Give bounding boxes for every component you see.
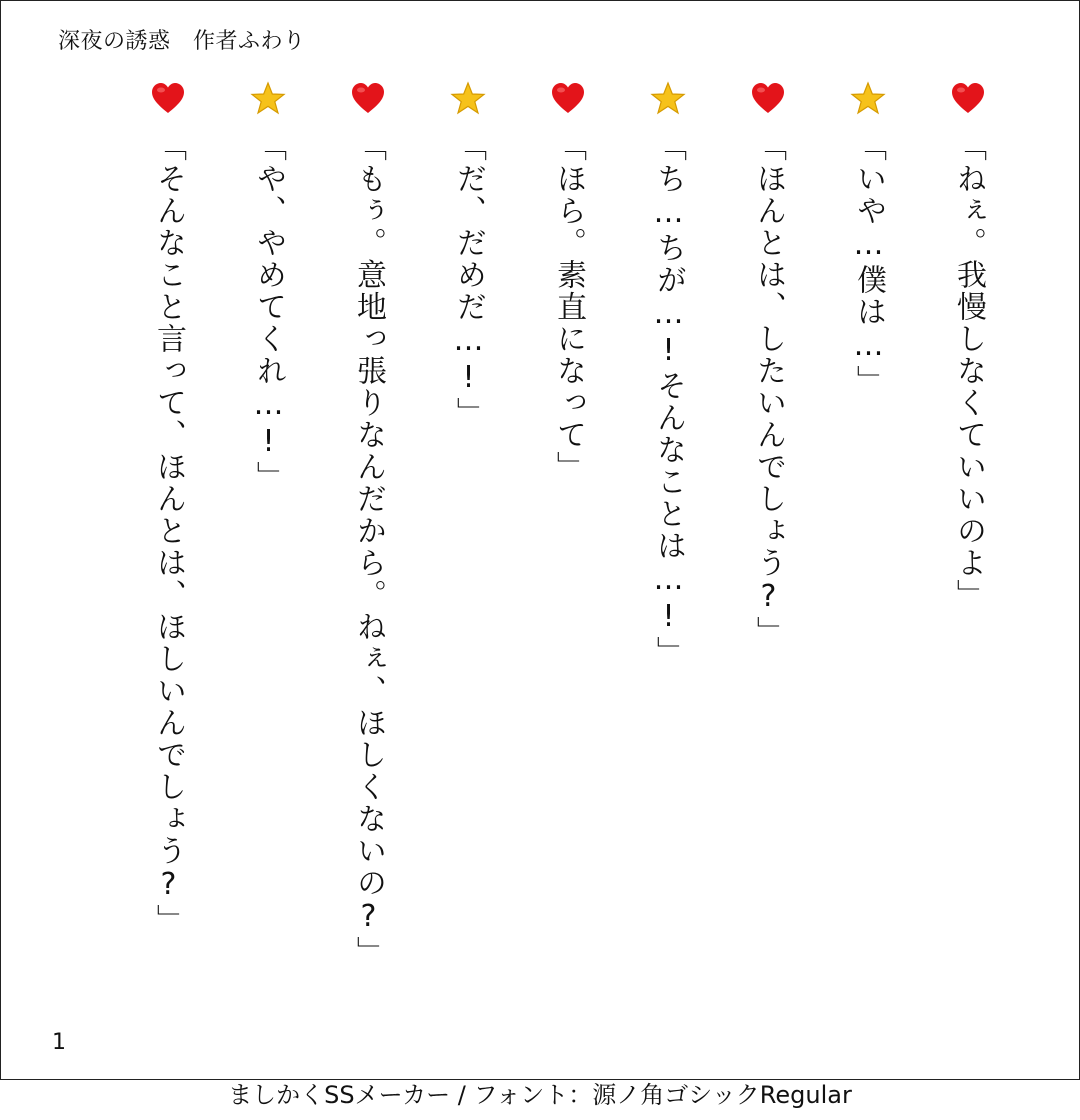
- dialogue-text: 「や、やめてくれ…!」: [251, 131, 286, 493]
- heart-icon: [950, 81, 986, 117]
- dialogue-line-3: [746, 81, 790, 648]
- star-icon: [450, 81, 486, 117]
- star-icon: [250, 81, 286, 117]
- dialogue-line-7: [346, 81, 390, 968]
- dialogue-text: 「いや…僕は…」: [851, 131, 886, 397]
- dialogue-text: 「そんなこと言って、ほんとは、ほしいんでしょう?」: [151, 131, 186, 936]
- dialogue-text: 「ねぇ。我慢しなくていいのよ」: [951, 131, 986, 611]
- page-title: 深夜の誘惑 作者ふわり: [58, 29, 306, 54]
- dialogue-text: 「ほんとは、したいんでしょう?」: [751, 131, 786, 648]
- dialogue-text: 「ほら。素直になって」: [551, 131, 586, 483]
- heart-icon: [350, 81, 386, 117]
- dialogue-line-8: [246, 81, 290, 493]
- dialogue-line-9: [146, 81, 190, 936]
- dialogue-text: 「もぅ。意地っ張りなんだから。ねぇ、ほしくないの?」: [351, 131, 386, 968]
- footer-credit: ましかくSSメーカー / フォント：源ノ角ゴシックRegular: [228, 1081, 852, 1109]
- heart-icon: [750, 81, 786, 117]
- star-icon: [850, 81, 886, 117]
- dialogue-line-1: [946, 81, 990, 611]
- page-number: 1: [52, 1030, 66, 1055]
- dialogue-line-4: [646, 81, 690, 668]
- dialogue-line-2: [846, 81, 890, 397]
- star-icon: [650, 81, 686, 117]
- heart-icon: [150, 81, 186, 117]
- dialogue-line-5: [546, 81, 590, 483]
- heart-icon: [550, 81, 586, 117]
- dialogue-text: 「だ、だめだ…!」: [451, 131, 486, 429]
- dialogue-line-6: [446, 81, 490, 429]
- dialogue-text: 「ち…ちが…!そんなことは…!」: [651, 131, 686, 668]
